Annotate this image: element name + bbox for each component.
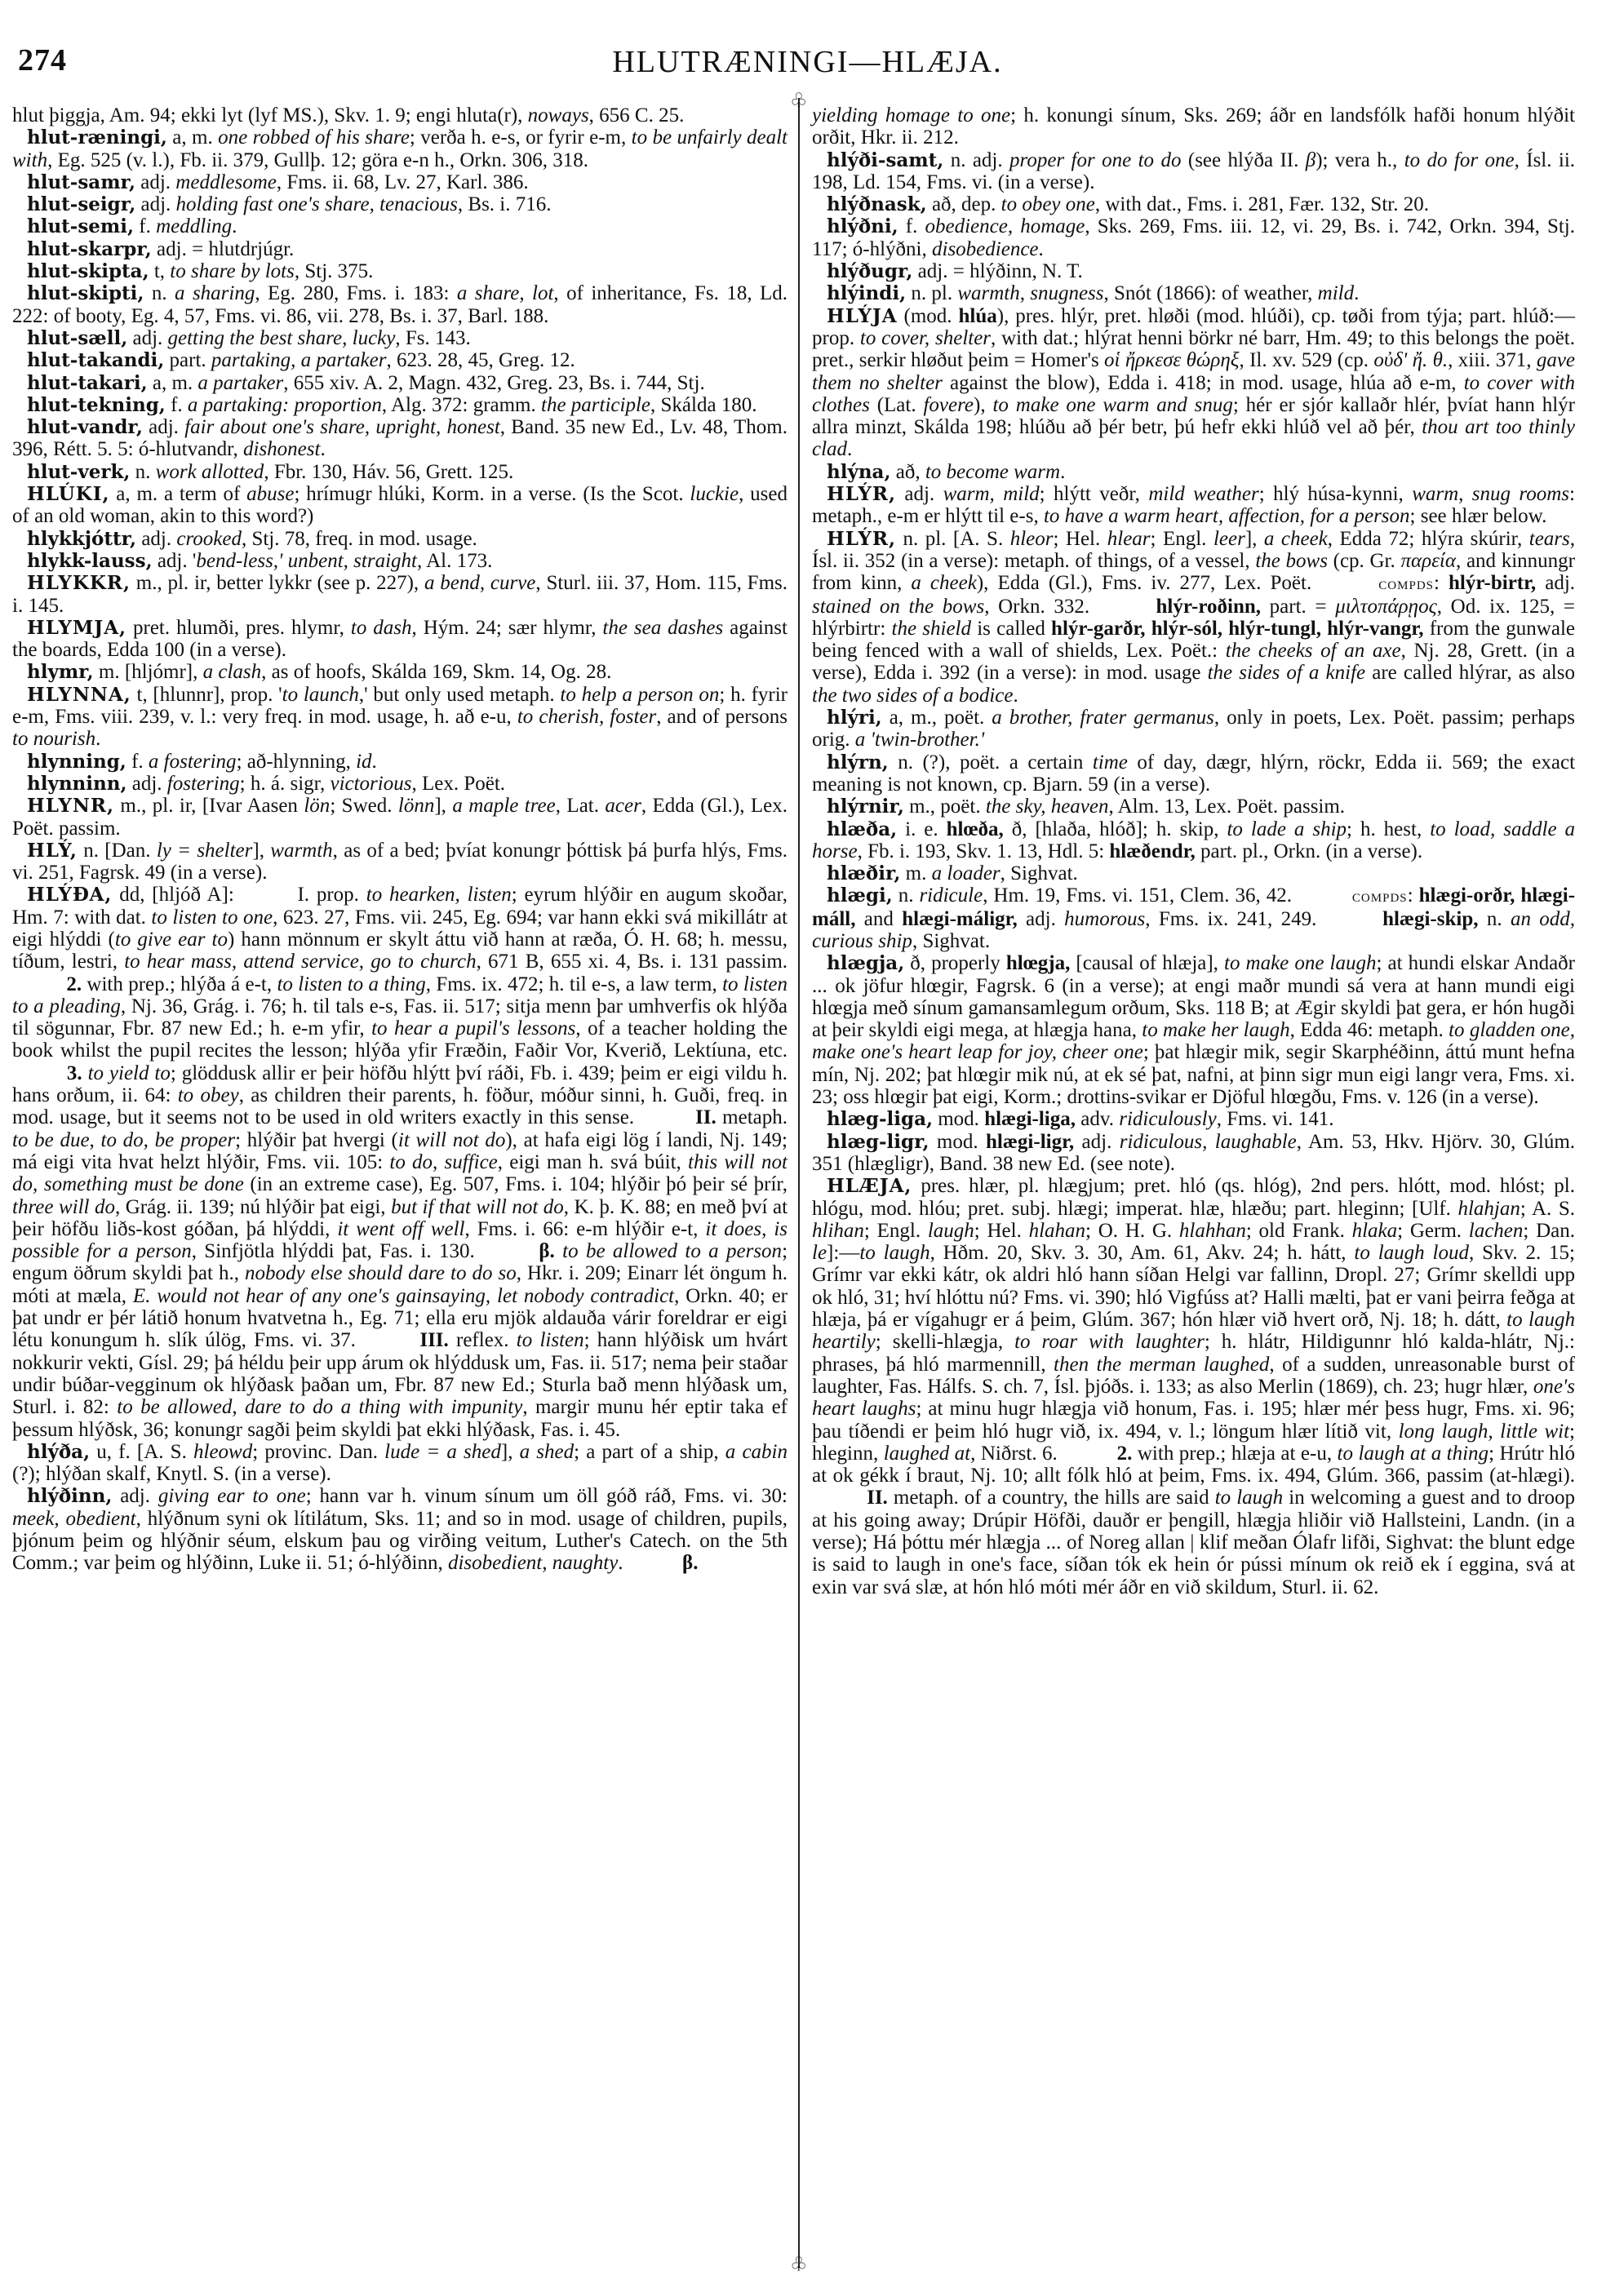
dictionary-entry <box>12 215 788 237</box>
dictionary-entry <box>812 707 1575 751</box>
entry-body: pret. hlumði, pres. hlymr, to dash, Hým. 24; sær hlymr, the sea dashes against the boards, Edda 100 (in a verse). <box>12 616 788 662</box>
ornament-top-icon: ♧ <box>790 91 808 112</box>
entry-headword: hlut-verk, <box>27 460 131 483</box>
entry-body: að, dep. to obey one, with dat., Fms. i. 281, Fær. 132, Str. 20. <box>931 193 1429 216</box>
dictionary-entry <box>12 773 788 795</box>
dictionary-entry <box>812 193 1575 215</box>
entry-body: adj. holding fast one's share, tenacious, Bs. i. 716. <box>140 193 552 216</box>
entry-body: f. meddling. <box>139 215 237 238</box>
entry-body: a, m., poët. a brother, frater germanus, only in poets, Lex. Poët. passim; perhaps orig. a 'twin-brother.' <box>812 707 1575 751</box>
entry-body: n. work allotted, Fbr. 130, Háv. 56, Grett. 125. <box>135 460 514 483</box>
entry-body: m., pl. ir, [Ivar Aasen lön; Swed. lönn], a maple tree, Lat. acer, Edda (Gl.), Lex. Poët. passim. <box>12 795 788 840</box>
entry-headword: hlýða, <box>27 1440 91 1463</box>
entry-body: m. a loader, Sighvat. <box>905 862 1078 885</box>
dictionary-entry <box>12 193 788 215</box>
dictionary-entry <box>12 416 788 461</box>
entry-headword: hlæg-liga, <box>827 1108 933 1131</box>
entry-headword: HLYNR, <box>27 795 114 818</box>
entry-headword: hlýna, <box>827 460 891 483</box>
dictionary-entry <box>12 684 788 751</box>
entry-headword: hlut-vandr, <box>27 416 143 439</box>
entry-headword: hlymr, <box>27 661 94 684</box>
dictionary-entry <box>812 305 1575 461</box>
dictionary-entry <box>12 282 788 327</box>
entry-body: ð, properly hlœgja, [causal of hlæja], to make one laugh; at hundi elskar Andaðr ... ok jöfur hlœgir, Fagrsk. 6 (in a verse); at engi maðr mundi sá vera at hann mundi eigi hlœgja með sínum gamansamlegum orðum, Sks. 118 B; at Ægir skyldi þat gera, er hón hugði at þeir skyldi eigi mega, at hlægja hana, to make her laugh, Edda 46: metaph. to gladden one, make one's heart leap for joy, cheer one; þat hlægir mik, segir Skarphéðinn, áttú munt hefna mín, Nj. 202; þat hlœgir mik nú, at ek sé þat, nafni, at þinn sigr mun eigi langr vera, Fms. xi. 23; oss hlœgir þat eigi, Korm.; drottins-svikar er Djöful hlœgðu, Fms. v. 126 (in a verse). <box>812 952 1576 1109</box>
dictionary-entry <box>812 751 1575 796</box>
entry-headword: hlut-seigr, <box>27 193 136 216</box>
dictionary-entry <box>812 104 1575 149</box>
entry-body: adj. 'bend-less,' unbent, straight, Al. 173. <box>157 549 493 572</box>
dictionary-entry <box>12 171 788 193</box>
page-number: 274 <box>18 43 67 78</box>
entry-headword: hlýindi, <box>827 282 907 305</box>
dictionary-entry <box>12 260 788 282</box>
entry-headword: hlýðugr, <box>827 260 913 283</box>
entry-body: yielding homage to one; h. konungi sínum, Sks. 269; áðr en landsfólk hafði honum hlýðit orðit, Hkr. ii. 212. <box>812 104 1575 149</box>
entry-headword: hlut-takari, <box>27 371 148 394</box>
entry-headword: hlæg-ligr, <box>827 1130 930 1153</box>
dictionary-entry <box>12 884 788 1440</box>
entry-headword: hlægi, <box>827 884 893 907</box>
entry-headword: HLÝ, <box>27 839 78 862</box>
entry-headword: HLÝR, <box>827 527 896 550</box>
dictionary-entry <box>12 840 788 884</box>
dictionary-entry <box>12 795 788 840</box>
entry-headword: hlægja, <box>827 952 905 975</box>
entry-body: part. partaking, a partaker, 623. 28, 45, Greg. 12. <box>169 349 575 372</box>
dictionary-entry <box>12 661 788 683</box>
dictionary-entry <box>812 1175 1575 1598</box>
dictionary-entry <box>812 149 1575 194</box>
dictionary-entry <box>812 461 1575 483</box>
entry-headword: hlynning, <box>27 750 126 773</box>
dictionary-entry <box>12 1485 788 1574</box>
entry-headword: HLÝÐA, <box>27 884 113 906</box>
dictionary-entry <box>812 483 1575 528</box>
dictionary-entry <box>12 126 788 171</box>
dictionary-entry <box>12 461 788 483</box>
entry-headword: hlykkjóttr, <box>27 527 137 550</box>
entry-headword: hlynninn, <box>27 772 127 795</box>
entry-body: (mod. hlúa), pres. hlýr, pret. hløði (mod. hlúði), cp. tøði from týja; part. hlúð:—prop. to cover, shelter, with dat.; hlýrat henni börkr né barr, Hm. 49; to this belongs the poët. pret., serkir hløðut þeim = Homer's οἱ ἤρκεσε θώρηξ, Il. xv. 529 (cp. οὐδ' ἤ. θ., xiii. 371, gave them no shelter against the blow), Edda i. 418; in mod. usage, hlúa að e-m, to cover with clothes (Lat. fovere), to make one warm and snug; hér er sjór kallaðr hlér, þvíat hann hlýr allra minzt, Skálda 198; hlúðu að þér betr, þú hefr ekki hlúð vel að þér, thou art too thinly clad. <box>812 304 1576 461</box>
entry-body: adj. warm, mild; hlýtt veðr, mild weather; hlý húsa-kynni, warm, snug rooms: metaph., e-m er hlýtt til e-s, to have a warm heart, affection, for a person; see hlær below. <box>812 483 1575 528</box>
dictionary-entry <box>12 751 788 773</box>
entry-body: hlut þiggja, Am. 94; ekki lyt (lyf MS.), Skv. 1. 9; engi hluta(r), noways, 656 C. 25. <box>12 104 685 126</box>
entry-body: n. pl. [A. S. hleor; Hel. hlear; Engl. leer], a cheek, Edda 72; hlýra skúrir, tears, Ísl. ii. 352 (in a verse): metaph. of things, of a vessel, the bows (cp. Gr. παρεία, and kinnungr from kinn, a cheek), Edda (Gl.), Fms. iv. 277, Lex. Poët. compds: hlýr-birtr, adj. stained on the bows, Orkn. 332. hlýr-roðinn, part. = μιλτοπάρῃος, Od. ix. 125, = hlýrbirtr: the shield is called hlýr-garðr, hlýr-sól, hlýr-tungl, hlýr-vangr, from the gunwale being fenced with a wall of shields, Lex. Poët.: the cheeks of an axe, Nj. 28, Grett. (in a verse), Edda i. 392 (in a verse): in mod. usage the sides of a knife are called hlýrar, as also the two sides of a bodice. <box>812 527 1576 707</box>
entry-headword: hlut-semi, <box>27 215 135 238</box>
dictionary-entry <box>12 617 788 662</box>
entry-body: adj. = hlutdrjúgr. <box>157 237 295 260</box>
entry-body: n. ridicule, Hm. 19, Fms. vi. 151, Clem. 36, 42. compds: hlægi-orðr, hlægi-máll, and hlægi-máligr, adj. humorous, Fms. ix. 241, 249. hlægi-skip, n. an odd, curious ship, Sighvat. <box>812 884 1576 952</box>
entry-headword: hlut-samr, <box>27 171 135 193</box>
ornament-bottom-icon: ♧ <box>790 2254 808 2276</box>
entry-headword: hlýrn, <box>827 751 889 773</box>
dictionary-entry <box>812 282 1575 304</box>
entry-headword: hlykk-lauss, <box>27 549 153 572</box>
entry-body: m. [hljómr], a clash, as of hoofs, Skálda 169, Skm. 14, Og. 28. <box>98 661 612 684</box>
entry-headword: HLÝR, <box>827 483 896 506</box>
dictionary-entry <box>12 349 788 371</box>
dictionary-entry <box>812 818 1575 863</box>
entry-headword: hlýðinn, <box>27 1485 113 1508</box>
entry-body: adj. getting the best share, lucky, Fs. 143. <box>132 326 471 349</box>
entry-body: n. (?), poët. a certain time of day, dægr, hlýrn, röckr, Edda ii. 569; the exact meaning is not known, cp. Bjarn. 59 (in a verse). <box>812 751 1576 796</box>
dictionary-entry <box>12 1441 788 1486</box>
dictionary-entry <box>12 550 788 572</box>
entry-body: i. e. hlœða, ð, [hlaða, hlóð]; h. skip, to lade a ship; h. hest, to load, saddle a horse, Fb. i. 193, Skv. 1. 13, Hdl. 5: hlæðendr, part. pl., Orkn. (in a verse). <box>812 818 1576 862</box>
entry-headword: hlut-sæll, <box>27 326 128 349</box>
dictionary-entry <box>12 104 788 126</box>
entry-body: t, to share by lots, Stj. 375. <box>153 260 374 283</box>
entry-body: mod. hlægi-ligr, adj. ridiculous, laughable, Am. 53, Hkv. Hjörv. 30, Glúm. 351 (hlægligr), Band. 38 new Ed. (see note). <box>812 1130 1576 1175</box>
entry-body: f. a partaking: proportion, Alg. 372: gramm. the participle, Skálda 180. <box>171 393 757 416</box>
entry-headword: hlýðni, <box>827 215 898 238</box>
entry-body: m., pl. ir, better lykkr (see p. 227), a bend, curve, Sturl. iii. 37, Hom. 115, Fms. i. 145. <box>12 572 788 617</box>
entry-body: adj. crooked, Stj. 78, freq. in mod. usage. <box>141 527 477 550</box>
entry-headword: hlut-takandi, <box>27 349 165 372</box>
dictionary-entry <box>812 796 1575 818</box>
entry-headword: HLÚKI, <box>27 483 110 506</box>
entry-body: n. [Dan. ly = shelter], warmth, as of a bed; þvíat konungr þóttisk þá þurfa hlýs, Fms. vi. 251, Fagrsk. 49 (in a verse). <box>12 839 788 884</box>
dictionary-entry <box>812 215 1575 260</box>
entry-headword: hlut-tekning, <box>27 393 166 416</box>
entry-body: f. obedience, homage, Sks. 269, Fms. iii. 12, vi. 29, Bs. i. 742, Orkn. 394, Stj. 117; ó-hlýðni, disobedience. <box>812 215 1576 260</box>
entry-body: a, m. a term of abuse; hrímugr hlúki, Korm. in a verse. (Is the Scot. luckie, used of an old woman, akin to this word?) <box>12 483 788 528</box>
entry-headword: hlýði-samt, <box>827 148 944 171</box>
dictionary-entry <box>12 572 788 617</box>
dictionary-entry <box>12 528 788 550</box>
entry-headword: HLÝJA <box>827 304 898 327</box>
entry-headword: hlýri, <box>827 707 882 729</box>
entry-body: mod. hlægi-liga, adv. ridiculously, Fms. vi. 141. <box>938 1108 1334 1131</box>
entry-headword: hlýrnir, <box>827 796 904 818</box>
dictionary-entry <box>12 394 788 416</box>
entry-body: adj. fair about one's share, upright, honest, Band. 35 new Ed., Lv. 48, Thom. 396, Rétt. 5. 5: ó-hlutvandr, dishonest. <box>12 416 788 461</box>
entry-body: a, m. a partaker, 655 xiv. A. 2, Magn. 432, Greg. 23, Bs. i. 744, Stj. <box>152 371 705 394</box>
dictionary-entry <box>812 528 1575 707</box>
entry-body: pres. hlær, pl. hlægjum; pret. hló (qs. hlóg), 2nd pers. hlótt, mod. hlóst; pl. hlógu, mod. hlóu; pret. subj. hlægi; imperat. hlæ, hlæðu; part. hleginn; [Ulf. hlahjan; A. S. hlihan; Engl. laugh; Hel. hlahan; O. H. G. hlahhan; old Frank. hlaka; Germ. lachen; Dan. le]:—to laugh, Hðm. 20, Skv. 3. 30, Am. 61, Akv. 24; h. hátt, to laugh loud, Skv. 2. 15; Grímr var ekki kátr, ok aldri hló hann síðan Helgi var fallinn, Dropl. 27; Grímr skelldi upp ok hló, 31; hví hlóttu nú? Fms. vi. 390; hló Vigfúss at? Halli mælti, þat er vani þeirra feðga at hlæja, þá er vígahugr er á þeim, Glúm. 367; hón hlær við hvert orð, Nj. 18; h. dátt, to laugh heartily; skelli-hlægja, to roar with laughter; h. hlátr, Hildigunnr hló kalda-hlátr, Nj.: phrases, þá hló marmennill, then the merman laughed, of a sudden, unreasonable burst of laughter, Fas. Hálfs. S. ch. 7, Ísl. þjóðs. i. 133; as also Merlin (1869), ch. 23; hugr hlær, one's heart laughs; at minu hugr hlægja við honum, Fas. i. 195; hlær mér þess hugr, Fms. xi. 96; þau tíðendi er þeim hló hugr við, ix. 494, v. l.; löngum hlær lítið vit, long laugh, little wit; hleginn, laughed at, Niðrst. 6. 2. with prep.; hlæja at e-u, to laugh at a thing; Hrútr hló at ok gékk í braut, Nj. 10; allt fólk hló at þeim, Fms. ix. 494, Glúm. 366, passim (at-hlægi). II. metaph. of a country, the hills are said to laugh in welcoming a guest and to droop at his going away; Drúpir Höfði, dauðr er þengill, hlægja hliðir við Hallsteini, Landn. (in a verse); Há þóttu mér hlægja ... of Noreg allan | klif meðan Ólafr lifði, Sighvat: the blunt edge is said to laugh in one's face, síðan tók ek hein ór pússi mínum ok reið ek í eggina, svá at exin var svá slæ, at hón hló móti mér áðr en við skildum, Sturl. ii. 62. <box>812 1175 1576 1598</box>
running-head: HLUTRÆNINGI—HLÆJA. <box>612 45 1003 79</box>
dictionary-entry <box>12 372 788 394</box>
dictionary-entry <box>812 952 1575 1108</box>
entry-body: dd, [hljóð A]: I. prop. to hearken, listen; eyrum hlýðir en augum skoðar, Hm. 7: with dat. to listen to one, 623. 27, Fms. vii. 245, Eg. 694; var hann ekki svá mikillátr at eigi hlýddi (to give ear to) hann mönnum er skylt áttu við hann at ræða, Ó. H. 68; h. messu, tíðum, lestri, to hear mass, attend service, go to church, 671 B, 655 xi. 4, Bs. i. 131 passim. 2. with prep.; hlýða á e-t, to listen to a thing, Fms. ix. 472; h. til e-s, a law term, to listen to a pleading, Nj. 36, Grág. i. 76; h. til tals e-s, Fas. ii. 517; sitja menn þar umhverfis ok hlýða til sögunnar, Fbr. 87 new Ed.; h. e-m yfir, to hear a pupil's lessons, of a teacher holding the book whilst the pupil recites the lesson; hlýða yfir Fræðin, Faðir Vor, Kverið, Lektíuna, etc. 3. to yield to; glöddusk allir er þeir höfðu hlýtt því ráði, Fb. i. 439; þeim er eigi vildu h. hans orðum, ii. 64: to obey, as children their parents, h. föður, móður sinni, h. Guði, freq. in mod. usage, but it seems not to be used in old writers exactly in this sense. II. metaph. to be due, to do, be proper; hlýðir þat hvergi (it will not do), at hafa eigi lög í landi, Nj. 149; má eigi vita hvat helzt hlýðir, Fms. vii. 105: to do, suffice, eigi man h. svá búit, this will not do, something must be done (in an extreme case), Eg. 507, Fms. i. 104; hlýðir þó þeir sé þrír, three will do, Grág. ii. 139; nú hlýðir þat eigi, but if that will not do, K. þ. K. 88; en með því at þeir höfðu liðs-kost góðan, þá hlýddi, it went off well, Fms. i. 66: e-m hlýðir e-t, it does, is possible for a person, Sinfjötla hlýddi þat, Fas. i. 130. β. to be allowed to a person; engum öðrum skyldi þat h., nobody else should dare to do so, Hkr. i. 209; Einarr lét öngum h. móti at mæla, E. would not hear of any one's gainsaying, let nobody contradict, Orkn. 40; er þat undr er þér látið honum hvatvetna h., Eg. 71; ella eru mjök aldauða várir foreldrar er eigi létu konungum h. slík úlög, Fms. vi. 37. III. reflex. to listen; hann hlýðisk um hvárt nokkurir vekti, Gísl. 29; þá héldu þeir upp árum ok hlýddusk um, Fas. ii. 517; nema þeir staðar undir búðar-vegginum ok hlýðask þaðan um, Fbr. 87 new Ed.; Sturla bað menn hlýðask um, Sturl. i. 82: to be allowed, dare to do a thing with impunity, margir munu hér eptir taka ef þessum hlýðsk, 36; konungr sagði þeim skyldi þat ekki hlýðask, Fas. i. 45. <box>12 884 788 1441</box>
entry-headword: hlut-skipti, <box>27 282 144 305</box>
dictionary-entry <box>12 327 788 349</box>
dictionary-entry <box>812 862 1575 884</box>
entry-body: f. a fostering; að-hlynning, id. <box>131 750 377 773</box>
column-rule <box>798 98 800 2268</box>
right-column <box>812 104 1575 1598</box>
entry-headword: hlæðir, <box>827 862 901 885</box>
entry-headword: hlýðnask, <box>827 193 927 216</box>
entry-body: a, m. one robbed of his share; verða h. e-s, or fyrir e-m, to be unfairly dealt with, Eg. 525 (v. l.), Fb. ii. 379, Gullþ. 12; göra e-n h., Orkn. 306, 318. <box>12 126 788 171</box>
entry-headword: HLYKKR, <box>27 572 131 595</box>
entry-headword: hlut-skarpr, <box>27 237 152 260</box>
entry-body: að, to become warm. <box>895 460 1066 483</box>
dictionary-entry <box>12 483 788 528</box>
entry-body: m., poët. the sky, heaven, Alm. 13, Lex. Poët. passim. <box>909 796 1346 818</box>
left-column <box>12 104 788 1575</box>
entry-headword: HLÆJA, <box>827 1175 912 1198</box>
dictionary-entry <box>12 238 788 260</box>
entry-headword: HLYNNA, <box>27 683 131 706</box>
entry-headword: hlut-skipta, <box>27 260 149 283</box>
entry-body: adj. meddlesome, Fms. ii. 68, Lv. 27, Karl. 386. <box>140 171 529 193</box>
entry-body: adj. fostering; h. á. sigr, victorious, Lex. Poët. <box>131 772 506 795</box>
entry-body: t, [hlunnr], prop. 'to launch,' but only used metaph. to help a person on; h. fyrir e-m, Fms. viii. 239, v. l.: very freq. in mod. usage, h. að e-u, to cherish, foster, and of persons to nourish. <box>12 683 788 751</box>
entry-body: n. a sharing, Eg. 280, Fms. i. 183: a share, lot, of inheritance, Fs. 18, Ld. 222: of booty, Eg. 4, 57, Fms. vi. 86, vii. 278, Bs. i. 37, Barl. 188. <box>12 282 788 327</box>
entry-headword: HLYMJA, <box>27 616 127 639</box>
entry-body: u, f. [A. S. hleowd; provinc. Dan. lude = a shed], a shed; a part of a ship, a cabin (?); hlýðan skalf, Knytl. S. (in a verse). <box>12 1440 788 1486</box>
entry-headword: hlut-ræningi, <box>27 126 167 149</box>
entry-headword: hlæða, <box>827 818 898 840</box>
dictionary-entry <box>812 260 1575 282</box>
dictionary-entry <box>812 1108 1575 1130</box>
entry-body: adj. giving ear to one; hann var h. vinum sínum um öll góð ráð, Fms. vi. 30: meek, obedient, hlýðnum syni ok lítilátum, Sks. 11; and so in mod. usage of children, pupils, þjónum þeim og hlýðnir séum, elskum þau og virðing veitum, Luther's Catech. on the 5th Comm.; var þeim og hlýðinn, Luke ii. 51; ó-hlýðinn, disobedient, naughty. β. <box>12 1485 788 1575</box>
entry-body: n. adj. proper for one to do (see hlýða II. β); vera h., to do for one, Ísl. ii. 198, Ld. 154, Fms. vi. (in a verse). <box>812 148 1576 193</box>
entry-body: n. pl. warmth, snugness, Snót (1866): of weather, mild. <box>911 282 1360 305</box>
dictionary-entry <box>812 884 1575 952</box>
dictionary-entry <box>812 1131 1575 1176</box>
entry-body: adj. = hlýðinn, N. T. <box>917 260 1083 283</box>
